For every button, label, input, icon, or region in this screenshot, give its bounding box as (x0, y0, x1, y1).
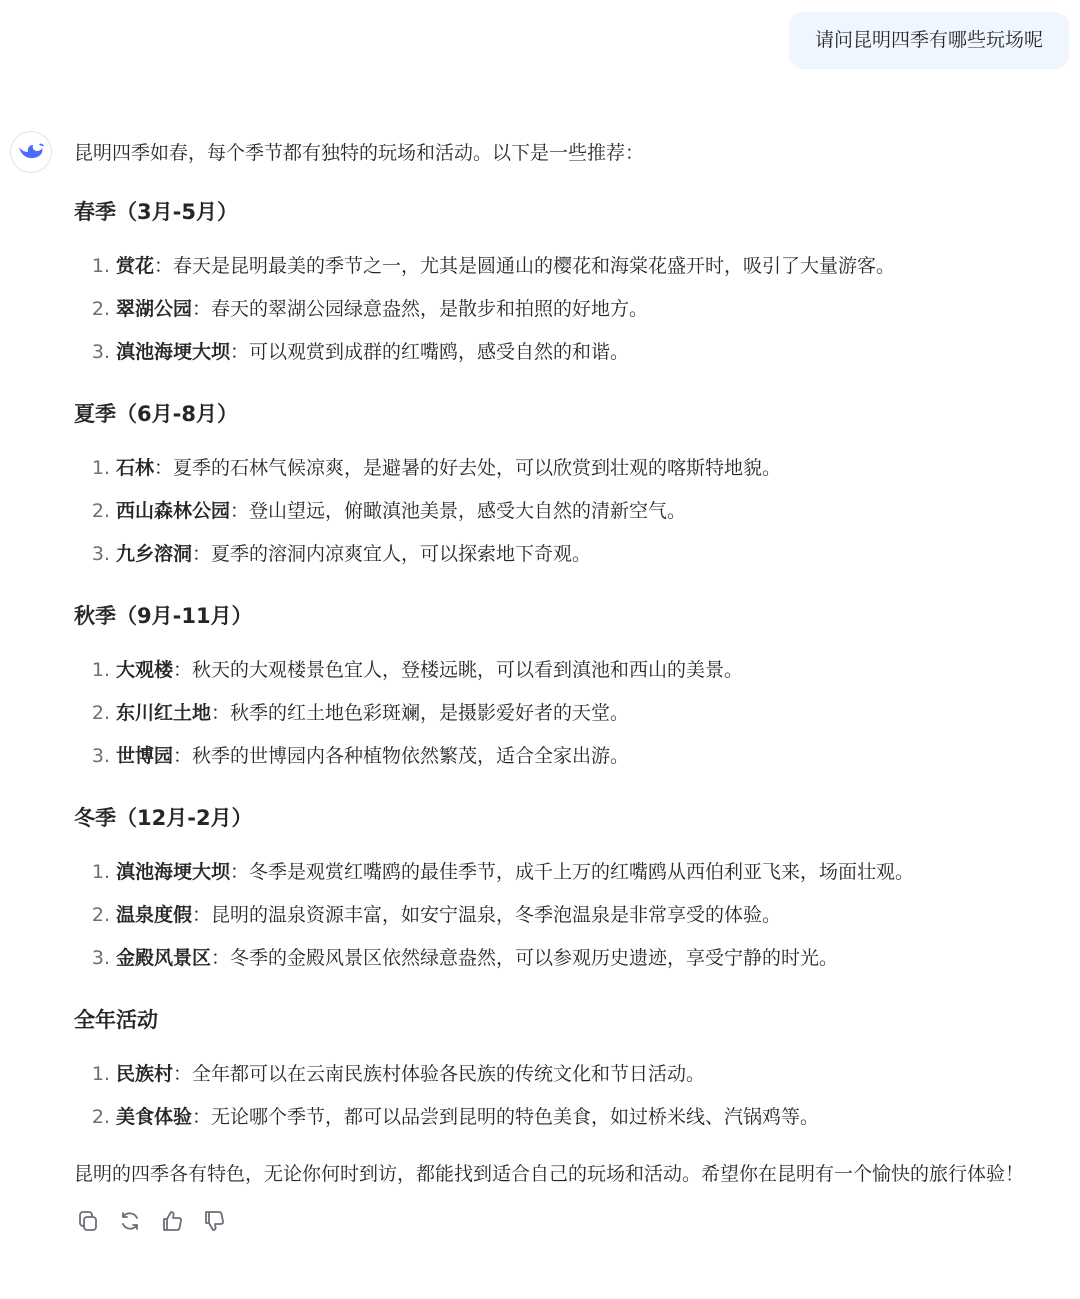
regenerate-icon (118, 1209, 142, 1233)
list-item-number: 2 . (74, 490, 110, 533)
list-item-separator: ： (192, 1106, 212, 1128)
list-item-text: 无论哪个季节，都可以品尝到昆明的特色美食，如过桥米线、汽锅鸡等。 (211, 1106, 820, 1128)
list-item-body (110, 735, 629, 778)
list-item-body (110, 533, 591, 576)
list-item (74, 692, 1074, 735)
list-item-text: 登山望远，俯瞰滇池美景，感受大自然的清新空气。 (249, 500, 687, 522)
list-item-title: 九乡溶洞 (116, 543, 193, 565)
list-item-text: 秋季的世博园内各种植物依然繁茂，适合全家出游。 (192, 745, 630, 767)
answer-sections (74, 193, 1074, 1139)
list-item-body (110, 649, 743, 692)
list-item-number: 1 . (74, 649, 110, 692)
list-item-separator: ： (211, 947, 231, 969)
list-item (74, 851, 1074, 894)
list-item-number: 1 . (74, 245, 110, 288)
list-item (74, 245, 1074, 288)
list-item-title: 石林 (116, 457, 155, 479)
list-item-text: 全年都可以在云南民族村体验各民族的传统文化和节日活动。 (192, 1063, 706, 1085)
section-list (74, 447, 1074, 576)
list-item-separator: ： (230, 500, 250, 522)
list-item-body (110, 288, 648, 331)
list-item-body (110, 245, 895, 288)
list-item-body (110, 894, 781, 937)
list-item-title: 美食体验 (116, 1106, 193, 1128)
list-item-number: 3 . (74, 331, 110, 374)
whale-logo-icon (17, 141, 45, 163)
list-item (74, 735, 1074, 778)
list-item-separator: ： (173, 659, 193, 681)
section-heading: 全年活动 (74, 1008, 158, 1032)
list-item-body (110, 1053, 705, 1096)
list-item-separator: ： (154, 255, 174, 277)
list-item-title: 大观楼 (116, 659, 174, 681)
list-item-title: 世博园 (116, 745, 174, 767)
list-item (74, 1053, 1074, 1096)
list-item-title: 西山森林公园 (116, 500, 231, 522)
section-heading: 冬季（12月-2月） (74, 806, 253, 830)
list-item-number: 3 . (74, 735, 110, 778)
list-item-number: 3 . (74, 937, 110, 980)
list-item-title: 东川红土地 (116, 702, 212, 724)
list-item-body (110, 937, 838, 980)
thumbs-up-button[interactable] (158, 1207, 186, 1235)
list-item-body (110, 1096, 819, 1139)
list-item-title: 赏花 (116, 255, 155, 277)
list-item-number: 2 . (74, 288, 110, 331)
list-item (74, 447, 1074, 490)
list-item-separator: ： (192, 904, 212, 926)
answer-intro: 昆明四季如春，每个季节都有独特的玩场和活动。以下是一些推荐： (74, 142, 645, 164)
list-item-title: 滇池海埂大坝 (116, 861, 231, 883)
list-item-number: 1 . (74, 851, 110, 894)
list-item-text: 可以观赏到成群的红嘴鸥，感受自然的和谐。 (249, 341, 630, 363)
section-list (74, 245, 1074, 374)
list-item-number: 2 . (74, 692, 110, 735)
list-item (74, 937, 1074, 980)
user-message-bubble: 请问昆明四季有哪些玩场呢 (789, 12, 1069, 69)
list-item-number: 3 . (74, 533, 110, 576)
answer-conclusion: 昆明的四季各有特色，无论你何时到访，都能找到适合自己的玩场和活动。希望你在昆明有一个愉快的旅行体验！ (74, 1163, 1025, 1185)
section-heading: 春季（3月-5月） (74, 200, 238, 224)
list-item-title: 金殿风景区 (116, 947, 212, 969)
list-item-text: 冬季是观赏红嘴鸥的最佳季节，成千上万的红嘴鸥从西伯利亚飞来，场面壮观。 (249, 861, 915, 883)
list-item-text: 秋天的大观楼景色宜人，登楼远眺，可以看到滇池和西山的美景。 (192, 659, 744, 681)
list-item (74, 331, 1074, 374)
list-item-text: 冬季的金殿风景区依然绿意盎然，可以参观历史遗迹，享受宁静的时光。 (230, 947, 839, 969)
list-item-text: 秋季的红土地色彩斑斓，是摄影爱好者的天堂。 (230, 702, 630, 724)
list-item-number: 2 . (74, 1096, 110, 1139)
list-item-title: 翠湖公园 (116, 298, 193, 320)
list-item (74, 288, 1074, 331)
message-actions (74, 1207, 1074, 1235)
thumbs-up-icon (160, 1209, 184, 1233)
list-item-separator: ： (230, 861, 250, 883)
section-heading: 秋季（9月-11月） (74, 604, 253, 628)
list-item-separator: ： (192, 543, 212, 565)
list-item-body (110, 331, 629, 374)
copy-icon (76, 1209, 100, 1233)
section-list (74, 851, 1074, 980)
list-item-body (110, 851, 914, 894)
list-item-separator: ： (192, 298, 212, 320)
thumbs-down-icon (202, 1209, 226, 1233)
list-item-separator: ： (154, 457, 174, 479)
list-item-separator: ： (230, 341, 250, 363)
section-list (74, 649, 1074, 778)
list-item-title: 滇池海埂大坝 (116, 341, 231, 363)
list-item (74, 1096, 1074, 1139)
section-list (74, 1053, 1074, 1139)
assistant-avatar (10, 131, 52, 173)
list-item-body (110, 692, 629, 735)
section-heading: 夏季（6月-8月） (74, 402, 238, 426)
list-item-separator: ： (211, 702, 231, 724)
list-item-number: 1 . (74, 447, 110, 490)
list-item-text: 夏季的石林气候凉爽，是避暑的好去处，可以欣赏到壮观的喀斯特地貌。 (173, 457, 782, 479)
list-item (74, 649, 1074, 692)
list-item-title: 温泉度假 (116, 904, 193, 926)
list-item-text: 春天是昆明最美的季节之一，尤其是圆通山的樱花和海棠花盛开时，吸引了大量游客。 (173, 255, 896, 277)
list-item (74, 894, 1074, 937)
list-item-text: 昆明的温泉资源丰富，如安宁温泉，冬季泡温泉是非常享受的体验。 (211, 904, 782, 926)
copy-button[interactable] (74, 1207, 102, 1235)
list-item-body (110, 447, 781, 490)
list-item-text: 春天的翠湖公园绿意盎然，是散步和拍照的好地方。 (211, 298, 649, 320)
thumbs-down-button[interactable] (200, 1207, 228, 1235)
assistant-answer (74, 134, 1074, 1235)
list-item-body (110, 490, 686, 533)
list-item-number: 2 . (74, 894, 110, 937)
list-item-separator: ： (173, 745, 193, 767)
list-item-number: 1 . (74, 1053, 110, 1096)
list-item-title: 民族村 (116, 1063, 174, 1085)
list-item-text: 夏季的溶洞内凉爽宜人，可以探索地下奇观。 (211, 543, 592, 565)
list-item (74, 533, 1074, 576)
list-item (74, 490, 1074, 533)
regenerate-button[interactable] (116, 1207, 144, 1235)
list-item-separator: ： (173, 1063, 193, 1085)
